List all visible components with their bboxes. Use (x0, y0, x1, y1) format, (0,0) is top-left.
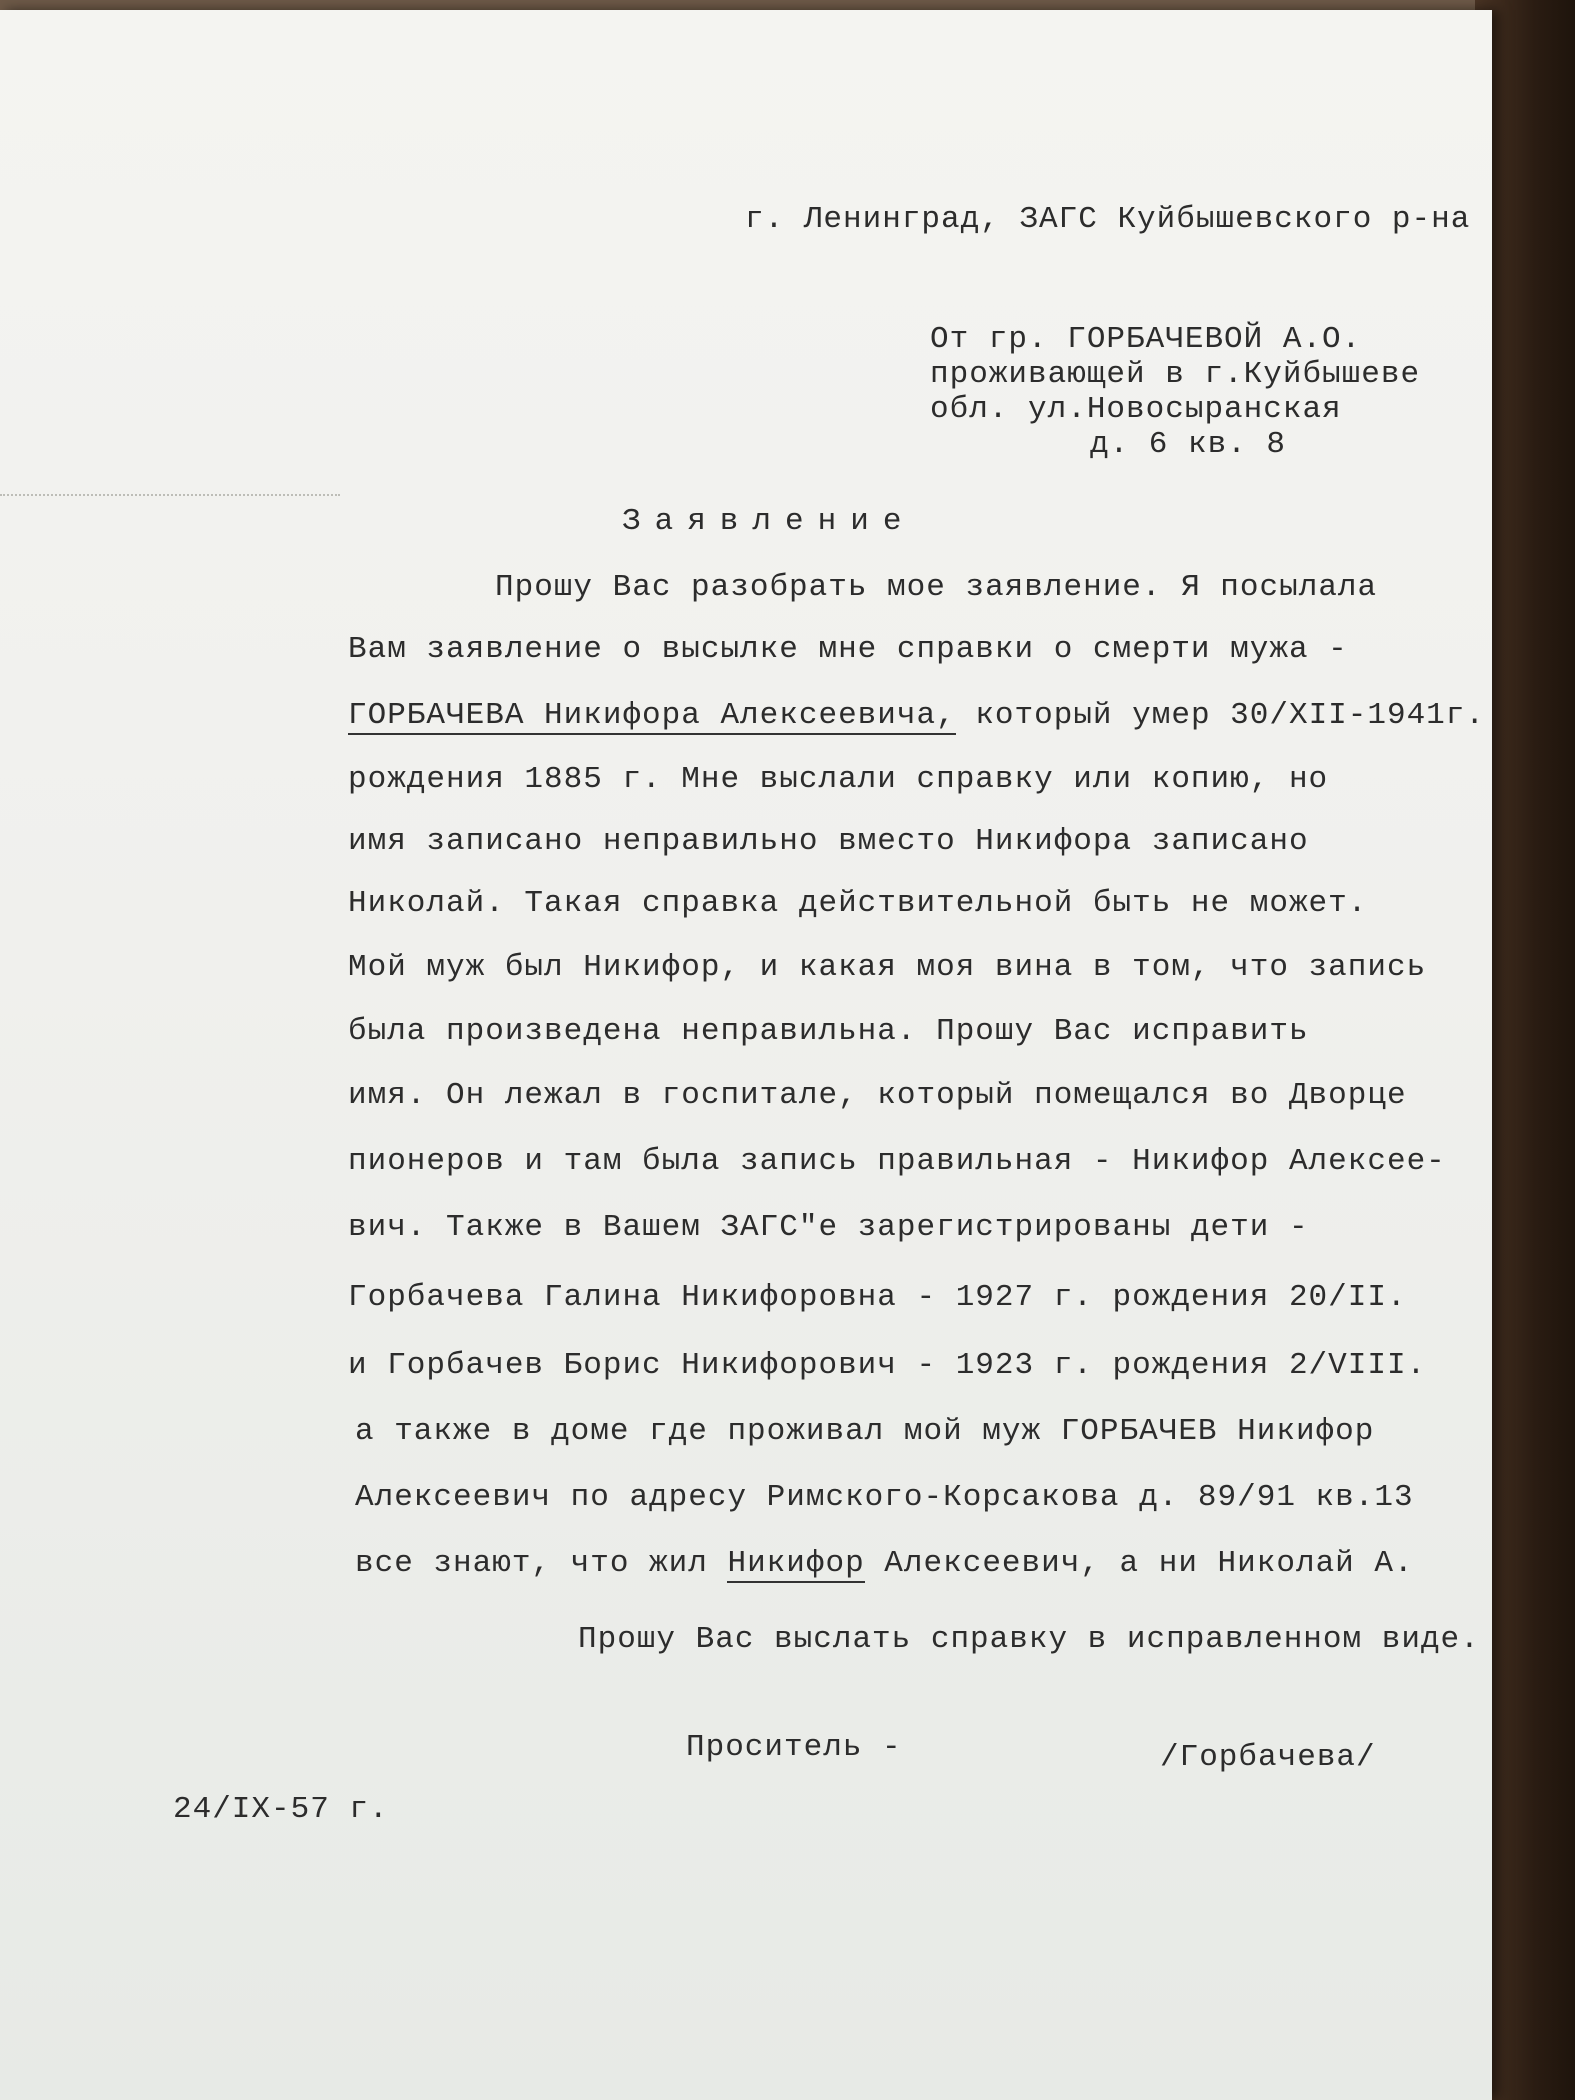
petitioner-label: Проситель - (686, 1730, 902, 1765)
body-line: Алексеевич по адресу Римского-Корсакова д. 89/91 кв.13 (355, 1480, 1414, 1515)
body-text: все знают, что жил (355, 1546, 728, 1581)
document-date: 24/IX-57 г. (173, 1792, 389, 1827)
sender-line-1: От гр. ГОРБАЧЕВОЙ А.О. (930, 322, 1362, 357)
body-text: Алексеевич, а ни Николай А. (864, 1546, 1414, 1581)
body-line: а также в доме где проживал мой муж ГОРБАЧЕВ Никифор (355, 1414, 1375, 1449)
sender-line-4: д. 6 кв. 8 (1090, 427, 1287, 462)
fold-mark (0, 494, 340, 496)
underlined-name: Никифор (727, 1546, 865, 1581)
signature-text: /Горбачева/ (1160, 1740, 1376, 1775)
body-line: была произведена неправильна. Прошу Вас исправить (348, 1014, 1309, 1049)
document-title: Заявление (622, 504, 916, 539)
body-line: Мой муж был Никифор, и какая моя вина в том, что запись (348, 950, 1427, 985)
body-text: который умер 30/XII-1941г. (975, 698, 1485, 733)
body-line: Вам заявление о высылке мне справки о смерти мужа - (348, 632, 1348, 667)
body-line: Прошу Вас разобрать мое заявление. Я посылала (495, 570, 1378, 605)
body-line: рождения 1885 г. Мне выслали справку или копию, но (348, 762, 1329, 797)
body-line (355, 1544, 1414, 1584)
body-line: имя. Он лежал в госпитале, который помещался во Дворце (348, 1078, 1407, 1113)
body-line: и Горбачев Борис Никифорович - 1923 г. рождения 2/VIII. (348, 1348, 1427, 1383)
body-line: пионеров и там была запись правильная - Никифор Алексее- (348, 1144, 1446, 1179)
document-sheet (0, 10, 1492, 2100)
body-line: Горбачева Галина Никифоровна - 1927 г. рождения 20/II. (348, 1280, 1407, 1315)
addressee-line: г. Ленинград, ЗАГС Куйбышевского р-на (745, 202, 1471, 237)
underlined-name: ГОРБАЧЕВА Никифора Алексеевича, (348, 698, 956, 733)
sender-line-3: обл. ул.Новосыранская (930, 392, 1342, 427)
body-line: имя записано неправильно вместо Никифора записано (348, 824, 1309, 859)
sender-line-2: проживающей в г.Куйбышеве (930, 357, 1421, 392)
body-line: Прошу Вас выслать справку в исправленном виде. (578, 1622, 1480, 1657)
body-line: вич. Также в Вашем ЗАГС"е зарегистрированы дети - (348, 1210, 1309, 1245)
body-line: Николай. Такая справка действительной быть не может. (348, 886, 1368, 921)
body-line (348, 696, 1485, 736)
